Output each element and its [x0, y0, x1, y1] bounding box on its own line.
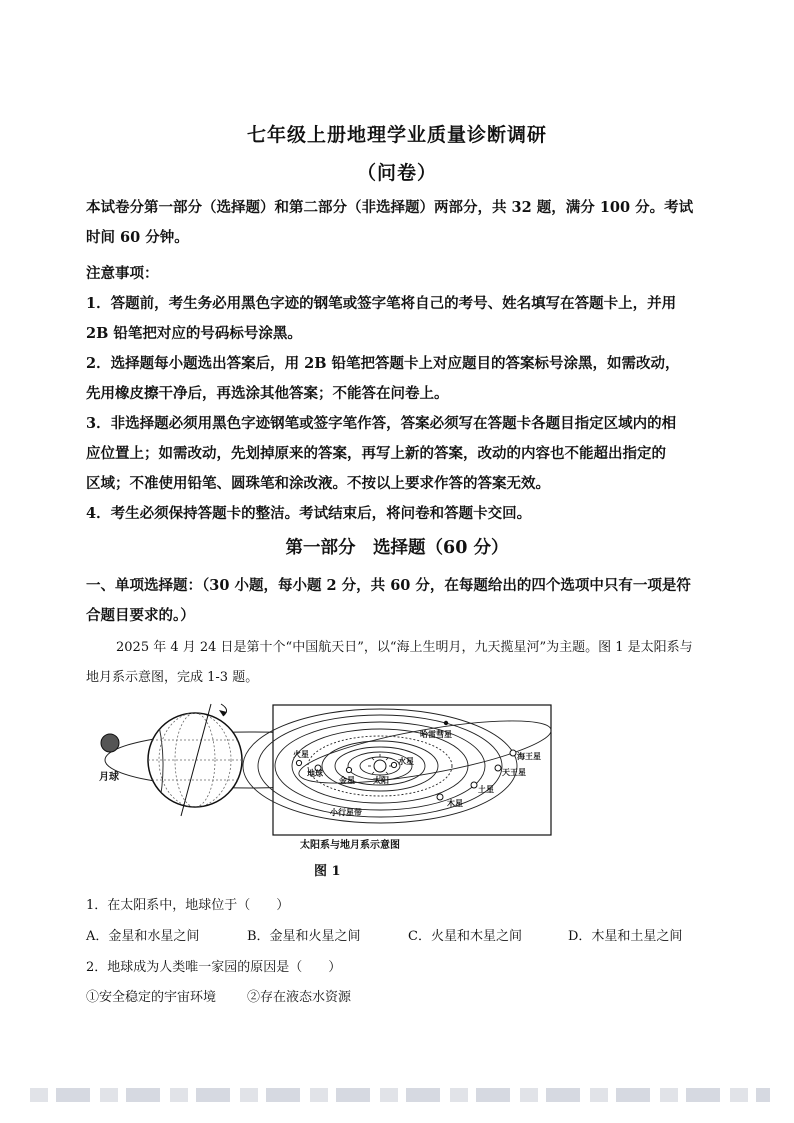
comet-label: 哈雷彗星 — [420, 730, 452, 739]
saturn-label: 土星 — [478, 785, 494, 794]
note-2-line-1: 2．选择题每小题选出答案后，用 2B 铅笔把答题卡上对应题目的答案标号涂黑，如需改动， — [86, 355, 680, 372]
page-title: 七年级上册地理学业质量诊断调研 — [246, 124, 547, 146]
question-1-option-c: C．火星和木星之间 — [408, 929, 522, 944]
footer-scan-artifact — [30, 1088, 770, 1102]
uranus-icon — [495, 765, 501, 771]
note-4-line-1: 4．考生必须保持答题卡的整洁。考试结束后，将问卷和答题卡交回。 — [86, 505, 532, 522]
question-2-option-1: ①安全稳定的宇宙环境 — [86, 990, 217, 1005]
venus-label: 金星 — [339, 776, 355, 785]
note-3-line-2: 应位置上；如需改动，先划掉原来的答案，再写上新的答案，改动的内容也不能超出指定的 — [86, 445, 666, 462]
section-1-instruction-line-1: 一、单项选择题：（30 小题，每小题 2 分，共 60 分，在每题给出的四个选项中只有一项是符 — [86, 577, 691, 594]
section-1-instruction-line-2: 合题目要求的。） — [86, 607, 195, 624]
context-line-2: 地月系示意图，完成 1-3 题。 — [86, 670, 259, 685]
neptune-label: 海王星 — [517, 752, 541, 761]
note-3-line-1: 3．非选择题必须用黑色字迹钢笔或签字笔作答，答案必须写在答题卡各题目指定区域内的相 — [86, 415, 677, 432]
question-2-option-2: ②存在液态水资源 — [247, 990, 352, 1005]
saturn-icon — [471, 782, 477, 788]
uranus-label: 天王星 — [502, 768, 526, 777]
venus-icon — [346, 767, 351, 772]
notes-heading: 注意事项： — [86, 265, 159, 282]
jupiter-label: 木星 — [447, 799, 463, 808]
note-3-line-3: 区域；不准使用铅笔、圆珠笔和涂改液。不按以上要求作答的答案无效。 — [86, 475, 550, 492]
figure-number: 图 1 — [314, 864, 341, 879]
mercury-label: 水星 — [398, 757, 414, 766]
mars-label: 火星 — [293, 750, 309, 759]
jupiter-icon — [437, 794, 443, 800]
sun-label: 太阳 — [373, 776, 389, 785]
question-1-option-a: A．金星和水星之间 — [86, 929, 200, 944]
mercury-icon — [391, 762, 396, 767]
earth-globe-icon — [135, 704, 242, 816]
question-1-option-d: D．木星和土星之间 — [568, 929, 683, 944]
figure-caption: 太阳系与地月系示意图 — [300, 840, 400, 851]
question-1-option-b: B．金星和火星之间 — [247, 929, 361, 944]
note-2-line-2: 先用橡皮擦干净后，再选涂其他答案；不能答在问卷上。 — [86, 385, 449, 402]
moon-icon — [101, 734, 119, 752]
solar-system-figure — [95, 690, 560, 855]
section-1-title: 第一部分 选择题（60 分） — [285, 538, 509, 558]
mars-icon — [296, 760, 301, 765]
earth-label: 地球 — [307, 769, 323, 778]
note-1-line-2: 2B 铅笔把对应的号码标号涂黑。 — [86, 325, 302, 342]
asteroid-belt-label: 小行星带 — [330, 808, 362, 817]
question-1-stem: 1．在太阳系中，地球位于（ ） — [86, 898, 290, 913]
question-2-stem: 2．地球成为人类唯一家园的原因是（ ） — [86, 960, 342, 975]
intro-line-1: 本试卷分第一部分（选择题）和第二部分（非选择题）两部分，共 32 题，满分 100 分。考试 — [86, 199, 694, 216]
comet-icon — [444, 721, 448, 725]
note-1-line-1: 1．答题前，考生务必用黑色字迹的钢笔或签字笔将自己的考号、姓名填写在答题卡上，并用 — [86, 295, 677, 312]
neptune-icon — [510, 750, 516, 756]
page-subtitle: （问卷） — [356, 162, 437, 184]
moon-label: 月球 — [99, 772, 119, 783]
context-line-1: 2025 年 4 月 24 日是第十个“中国航天日”，以“海上生明月，九天揽星河”为主题。图 1 是太阳系与 — [116, 640, 693, 655]
intro-line-2: 时间 60 分钟。 — [86, 229, 189, 246]
